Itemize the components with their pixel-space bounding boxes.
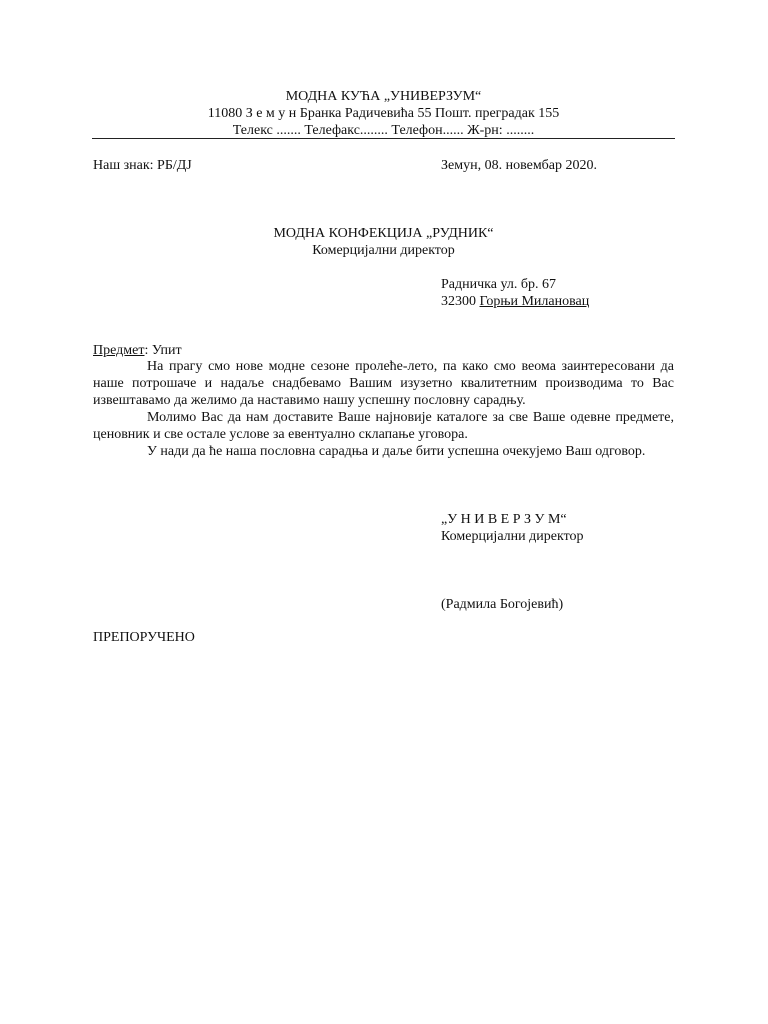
letterhead-divider <box>92 138 675 139</box>
letter-body <box>93 358 674 460</box>
letterhead-address: 11080 З е м у н Бранка Радичевића 55 Пошт. прeградак 155 <box>207 106 560 121</box>
subject-label: Предмет <box>93 343 145 358</box>
recipient-postcode: 32300 <box>441 294 476 309</box>
subject-colon: : <box>144 343 149 358</box>
place-date: Земун, 08. новембар 2020. <box>441 158 598 173</box>
recipient-company: МОДНА КОНФЕКЦИЈА „РУДНИК“ <box>273 226 494 241</box>
recipient-city-line <box>441 293 589 310</box>
registered-mail-note: ПРЕПОРУЧЕНО <box>93 630 195 645</box>
body-paragraph: Молимо Вас да нам доставите Ваше најновије каталоге за све Ваше одевне предмете, ценовник и све остале услове за евентуално склапање уговора. <box>93 410 674 442</box>
body-paragraph: У нади да ће наша пословна сарадња и даље бити успешна очекујемо Ваш одговор. <box>147 444 646 459</box>
subject-line <box>93 342 182 359</box>
subject-value: Упит <box>148 343 182 358</box>
recipient-title: Комерцијални директор <box>312 243 455 258</box>
signature-title: Комерцијални директор <box>441 529 584 544</box>
signature-company: „У Н И В Е Р З У М“ <box>441 512 567 527</box>
recipient-city: Горњи Милановац <box>479 294 590 309</box>
letterhead-contacts: Телекс ....... Телефакс........ Телефон...... Ж-рн: ........ <box>232 123 535 138</box>
recipient-street: Радничка ул. бр. 67 <box>441 277 556 292</box>
body-paragraph: На прагу смо нове модне сезоне пролеће-лето, па како смо веома заинтересовани да наше потрошаче и надаље снадбевамо Вашим изузетно квалитетним производима то Вас извештавамо да желимо да наставимо нашу успешну пословну сарадњу. <box>93 359 674 408</box>
signature-name: (Радмила Богојевић) <box>441 597 564 612</box>
reference-number: Наш знак: РБ/ДЈ <box>93 158 192 173</box>
letterhead-company: МОДНА КУЋА „УНИВЕРЗУМ“ <box>285 89 482 104</box>
